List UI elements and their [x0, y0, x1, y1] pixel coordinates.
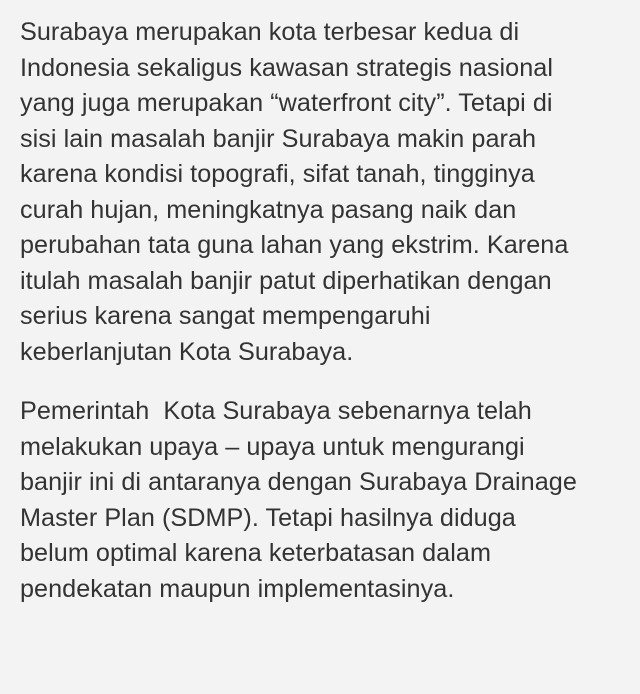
paragraph-line: curah hujan, meningkatnya pasang naik dan — [20, 195, 517, 224]
paragraph-line: sisi lain masalah banjir Surabaya makin parah — [20, 124, 537, 153]
paragraph-line: melakukan upaya – upaya untuk mengurangi — [20, 432, 525, 461]
paragraph-line: banjir ini di antaranya dengan Surabaya Drainage — [20, 468, 577, 496]
paragraph-line: perubahan tata guna lahan yang ekstrim. Karena — [20, 231, 569, 259]
paragraph-line: Master Plan (SDMP). Tetapi hasilnya diduga — [20, 503, 516, 532]
paragraph-line: Indonesia sekaligus kawasan strategis nasional — [20, 53, 553, 82]
paragraph-line: Pemerintah Kota Surabaya sebenarnya telah — [20, 397, 532, 425]
paragraph-line: Surabaya merupakan kota terbesar kedua di — [20, 18, 520, 46]
paragraph-line: karena kondisi topografi, sifat tanah, tingginya — [20, 160, 535, 188]
paragraph-1 — [20, 15, 640, 370]
paragraph-line: keberlanjutan Kota Surabaya. — [20, 337, 354, 366]
paragraph-line: itulah masalah banjir patut diperhatikan dengan — [20, 266, 552, 295]
paragraph-line: serius karena sangat mempengaruhi — [20, 302, 431, 330]
paragraph-line: belum optimal karena keterbatasan dalam — [20, 539, 491, 567]
paragraph-line: pendekatan maupun implementasinya. — [20, 574, 455, 603]
paragraph-2 — [20, 394, 640, 607]
paragraph-line: yang juga merupakan “waterfront city”. Tetapi di — [20, 89, 553, 117]
